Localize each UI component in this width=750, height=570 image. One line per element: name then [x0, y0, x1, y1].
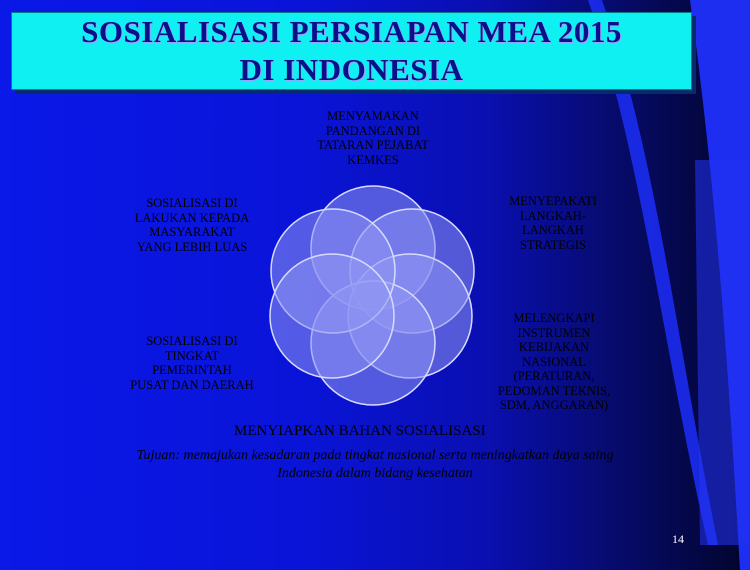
label-top: MENYAMAKAN PANDANGAN DI TATARAN PEJABAT KEMKES: [317, 109, 429, 167]
goal-text: Tujuan: memajukan kesadaran pada tingkat nasional serta meningkatkan daya saing Indonesia dalam bidang kesehatan: [136, 448, 614, 481]
label-lower-right: MELENGKAPI INSTRUMEN KEBIJAKAN NASIONAL (PERATURAN, PEDOMAN TEKNIS, SDM, ANGGARAN): [497, 311, 611, 412]
label-upper-left: SOSIALISASI DI LAKUKAN KEPADA MASYARAKAT YANG LEBIH LUAS: [134, 196, 250, 254]
center-heading: MENYIAPKAN BAHAN SOSIALISASI: [234, 423, 486, 439]
title-line-1: SOSIALISASI PERSIAPAN MEA 2015: [81, 14, 622, 49]
title-line-2: DI INDONESIA: [239, 52, 464, 87]
petal-circle-left: [270, 254, 394, 378]
page-number: 14: [672, 532, 684, 546]
label-lower-left: SOSIALISASI DI TINGKAT PEMERINTAH PUSAT DAN DAERAH: [130, 334, 254, 392]
label-upper-right: MENYEPAKATI LANGKAH- LANGKAH STRATEGIS: [509, 194, 597, 252]
